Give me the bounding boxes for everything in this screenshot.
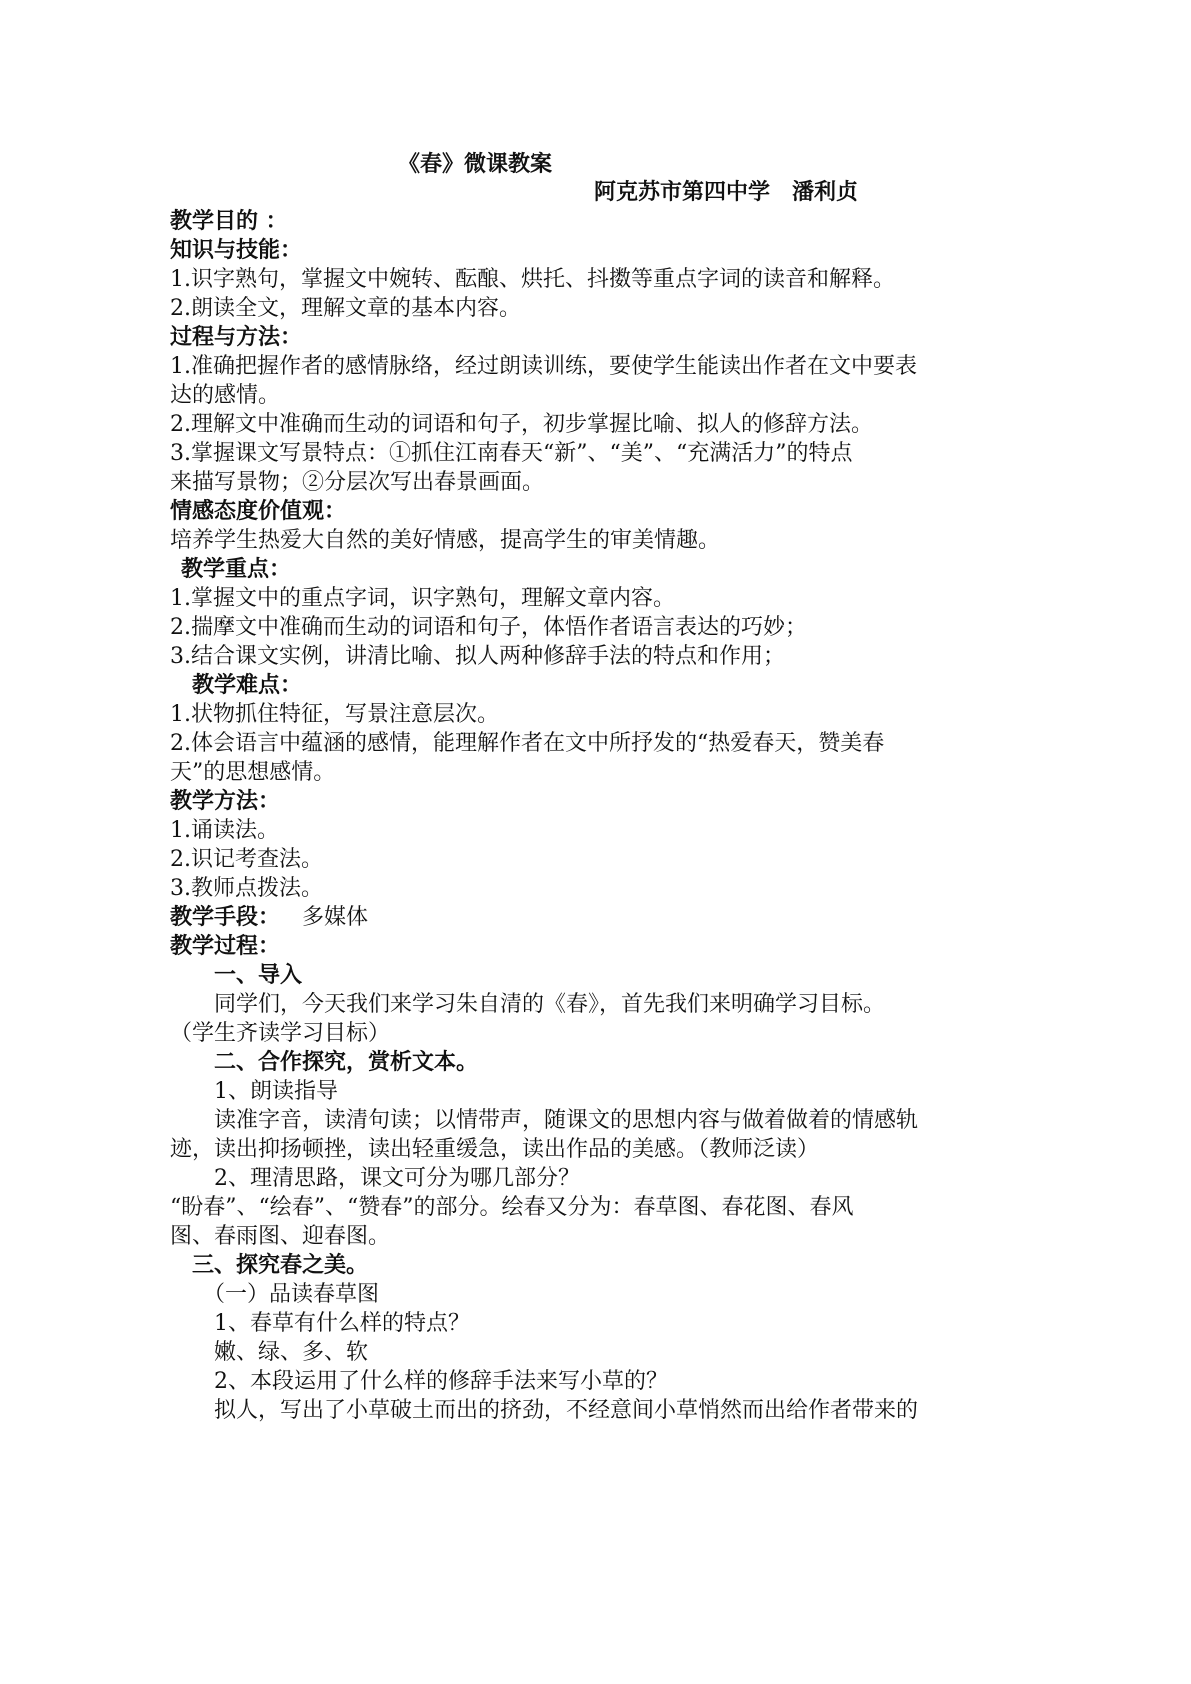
paragraph-line: 1.诵读法。	[170, 818, 279, 843]
paragraph-line: 1、朗读指导	[214, 1079, 338, 1104]
document-title: 《春》微课教案	[398, 152, 553, 177]
section-heading: 三、探究春之美。	[192, 1253, 369, 1278]
paragraph-line: 3.教师点拨法。	[170, 876, 323, 901]
paragraph-line: 1.状物抓住特征，写景注意层次。	[170, 702, 499, 727]
heading-process-methods: 过程与方法：	[170, 325, 303, 350]
paragraph-line: 1.掌握文中的重点字词，识字熟句，理解文章内容。	[170, 586, 675, 611]
paragraph-line: 迹，读出抑扬顿挫，读出轻重缓急，读出作品的美感。（教师泛读）	[170, 1137, 820, 1162]
heading-knowledge-skills: 知识与技能：	[170, 238, 303, 263]
paragraph-line: 1、春草有什么样的特点？	[214, 1311, 470, 1336]
teaching-means-value: 多媒体	[302, 905, 369, 930]
heading-teaching-process: 教学过程：	[170, 934, 281, 959]
paragraph-line: 达的感情。	[170, 383, 281, 408]
paragraph-line: 2.揣摩文中准确而生动的词语和句子，体悟作者语言表达的巧妙；	[170, 615, 807, 640]
paragraph-line: 1.识字熟句，掌握文中婉转、酝酿、烘托、抖擞等重点字词的读音和解释。	[170, 267, 895, 292]
paragraph-line: 培养学生热爱大自然的美好情感，提高学生的审美情趣。	[170, 528, 721, 553]
heading-difficult-points: 教学难点：	[192, 673, 303, 698]
paragraph-line: 2.理解文中准确而生动的词语和句子，初步掌握比喻、拟人的修辞方法。	[170, 412, 873, 437]
paragraph-line: 2.朗读全文，理解文章的基本内容。	[170, 296, 521, 321]
paragraph-line: 2、本段运用了什么样的修辞手法来写小草的？	[214, 1369, 668, 1394]
section-heading: 二、合作探究，赏析文本。	[214, 1050, 479, 1075]
heading-teaching-means: 教学手段：	[170, 905, 281, 930]
paragraph-line: 2.识记考查法。	[170, 847, 323, 872]
paragraph-line: 天”的思想感情。	[170, 760, 336, 785]
paragraph-line: 2.体会语言中蕴涵的感情，能理解作者在文中所抒发的“热爱春天，赞美春	[170, 731, 885, 756]
heading-teaching-methods: 教学方法：	[170, 789, 281, 814]
paragraph-line: （学生齐读学习目标）	[170, 1021, 391, 1046]
paragraph-line: 3.结合课文实例，讲清比喻、拟人两种修辞手法的特点和作用；	[170, 644, 785, 669]
paragraph-line: 嫩、绿、多、软	[214, 1340, 369, 1365]
heading-emotion-values: 情感态度价值观：	[170, 499, 347, 524]
paragraph-line: （一）品读春草图	[203, 1282, 380, 1307]
paragraph-line: 1.准确把握作者的感情脉络，经过朗读训练，要使学生能读出作者在文中要表	[170, 354, 917, 379]
document-author: 阿克苏市第四中学 潘利贞	[594, 180, 859, 205]
paragraph-line: 2、理清思路，课文可分为哪几部分？	[214, 1166, 580, 1191]
paragraph-line: 来描写景物；②分层次写出春景画面。	[170, 470, 545, 495]
paragraph-line: 3.掌握课文写景特点：①抓住江南春天“新”、“美”、“充满活力”的特点	[170, 441, 853, 466]
paragraph-line: 读准字音，读清句读；以情带声，随课文的思想内容与做着做着的情感轨	[214, 1108, 919, 1133]
paragraph-line: 同学们，今天我们来学习朱自清的《春》，首先我们来明确学习目标。	[214, 992, 886, 1017]
section-heading: 一、导入	[214, 963, 303, 988]
heading-key-points: 教学重点：	[181, 557, 292, 582]
paragraph-line: “盼春”、“绘春”、“赞春”的部分。绘春又分为：春草图、春花图、春风	[170, 1195, 854, 1220]
heading-teaching-goals: 教学目的 ：	[170, 209, 288, 234]
paragraph-line: 图、春雨图、迎春图。	[170, 1224, 391, 1249]
paragraph-line: 拟人，写出了小草破土而出的挤劲，不经意间小草悄然而出给作者带来的	[214, 1398, 919, 1423]
